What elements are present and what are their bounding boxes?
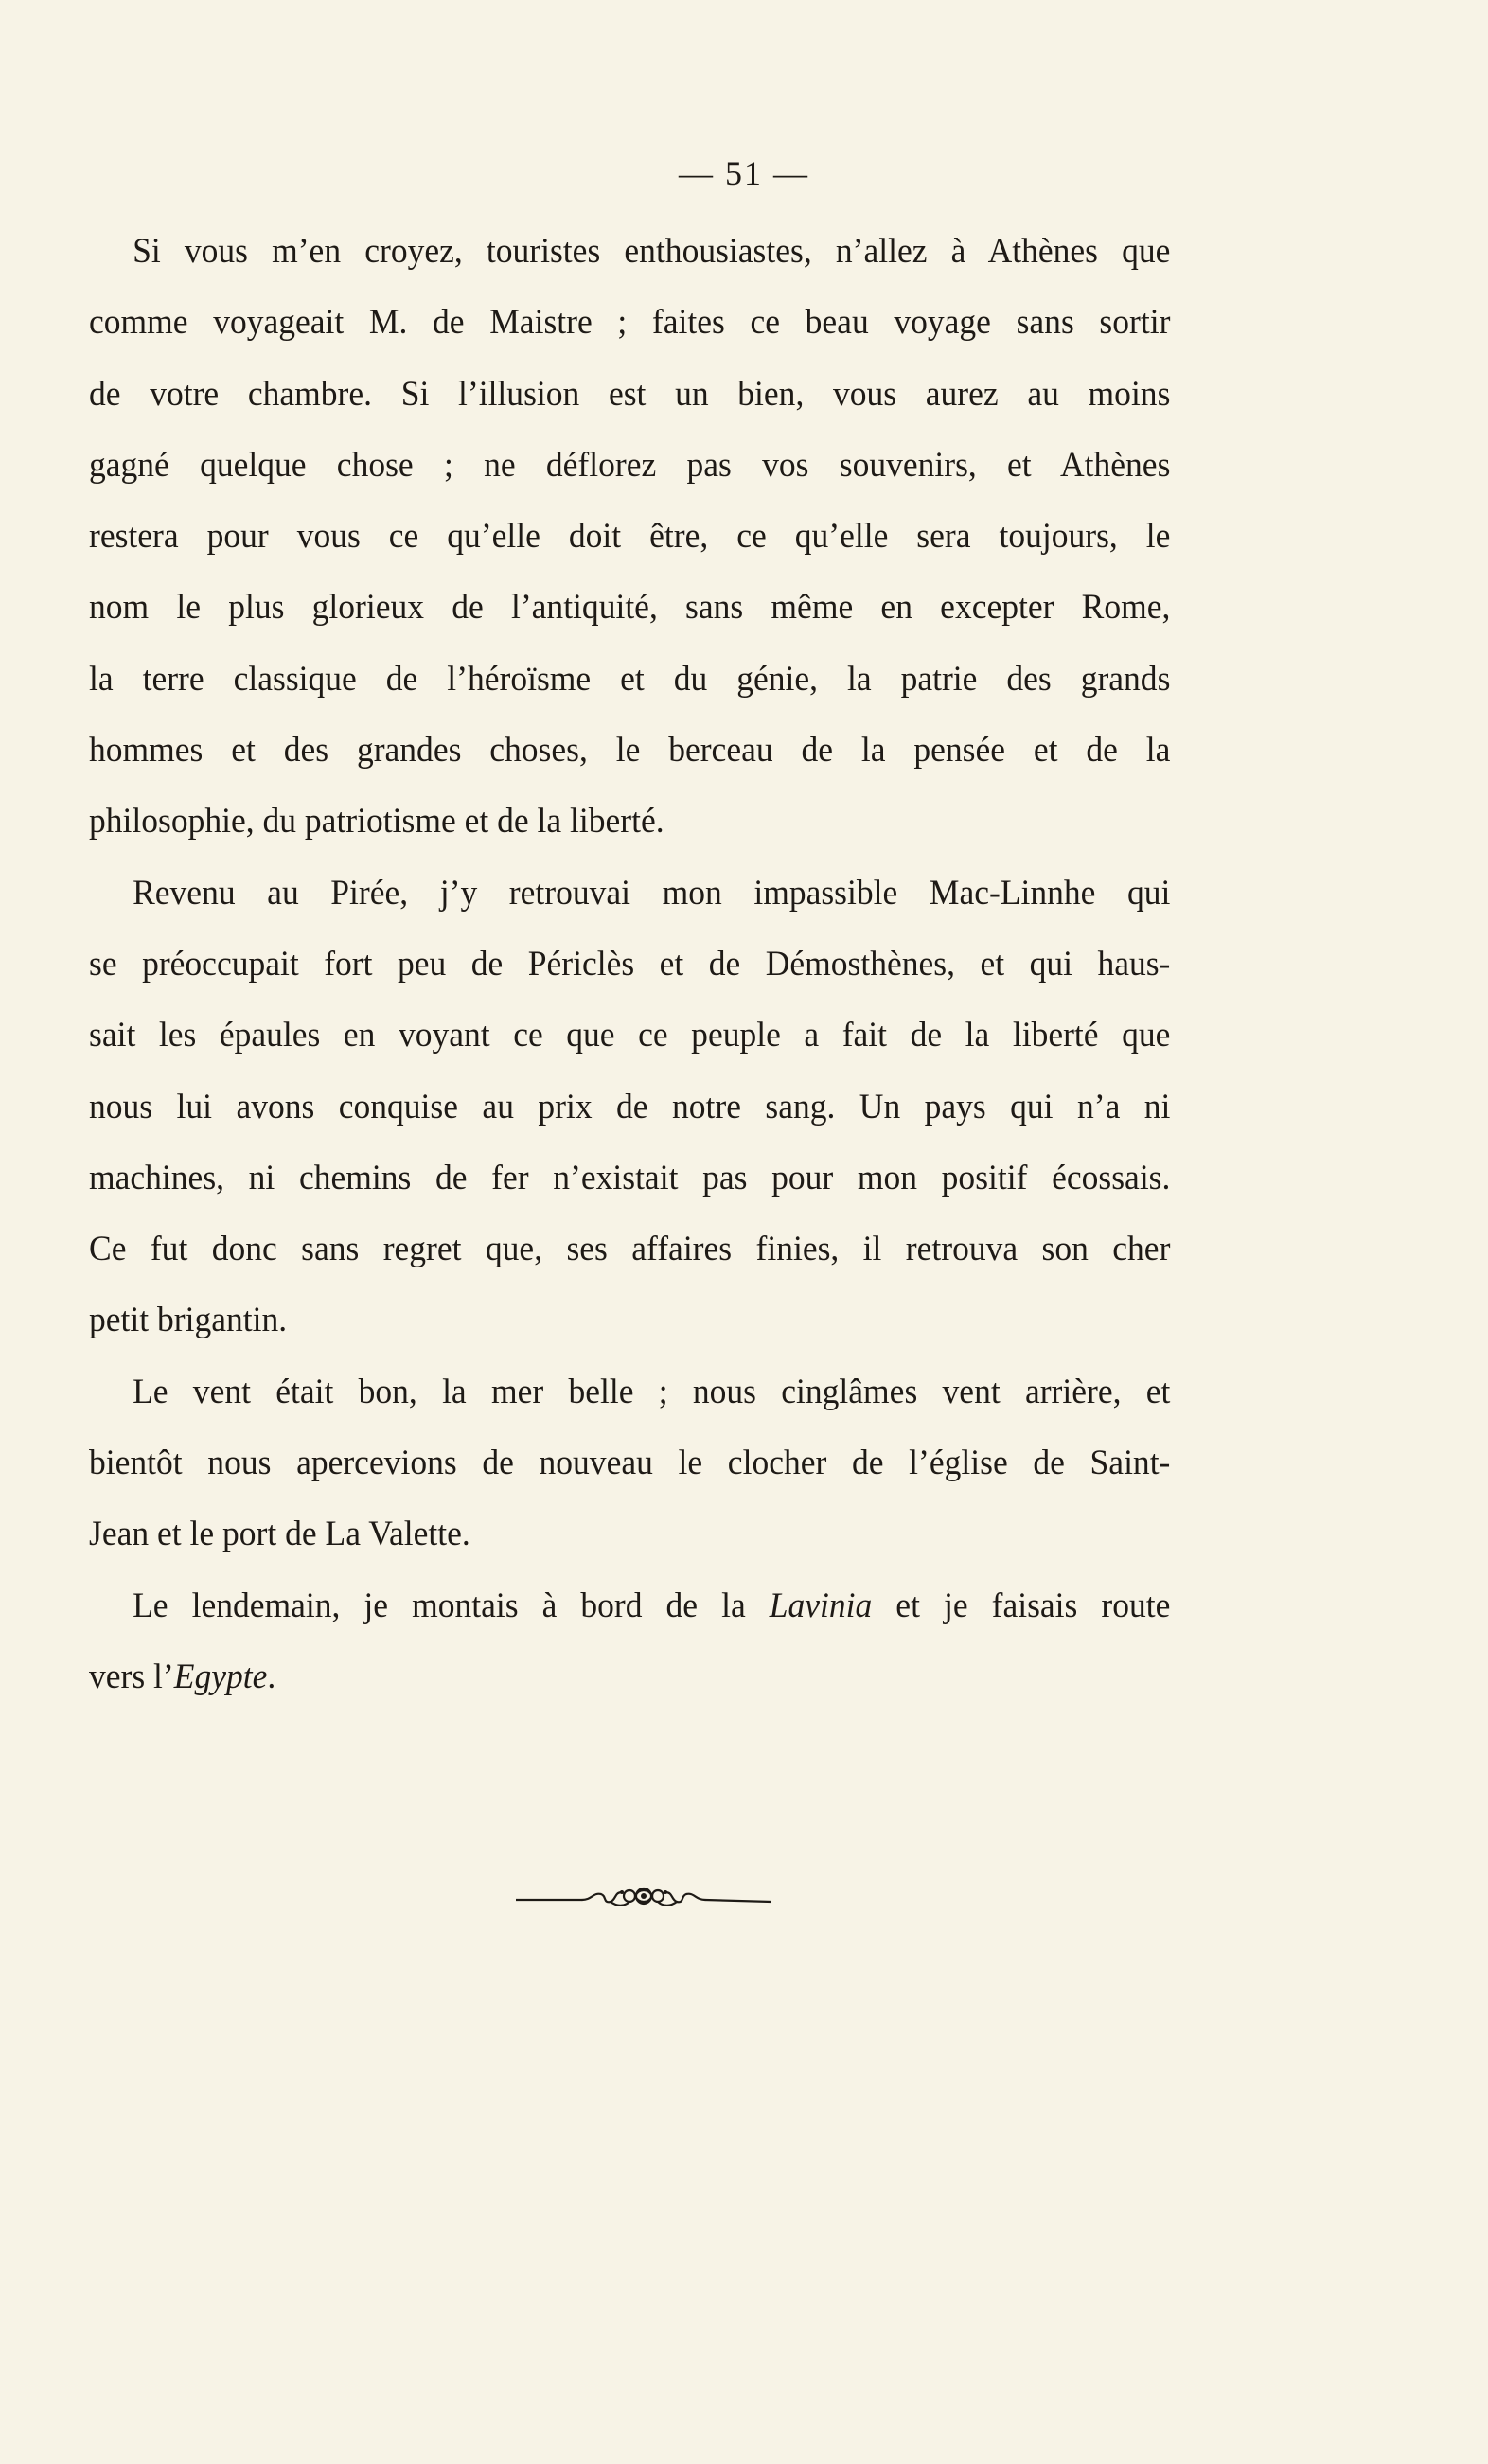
text-line: la terre classique de l’héroïsme et du génie, la patrie des grands [89,659,1171,699]
text-line: bientôt nous apercevions de nouveau le clocher de l’église de Saint- [89,1444,1171,1483]
text-line: de votre chambre. Si l’illusion est un bien, vous aurez au moins [89,374,1171,414]
text-line: sait les épaules en voyant ce que ce peuple a fait de la liberté que [89,1016,1171,1055]
text-line: petit brigantin. [89,1301,288,1340]
paragraph-lavinia [89,1570,1170,1713]
text-line: Si vous m’en croyez, touristes enthousiastes, n’allez à Athènes que [133,232,1171,271]
text-segment: et je faisais route [872,1586,1171,1625]
text-line: gagné quelque chose ; ne déflorez pas vos souvenirs, et Athènes [89,445,1171,485]
text-line: hommes et des grandes choses, le berceau de la pensée et de la [89,731,1171,771]
text-line: machines, ni chemins de fer n’existait pas pour mon positif écossais. [89,1158,1171,1197]
text-line: se préoccupait fort peu de Périclès et de Démosthènes, et qui haus- [89,944,1171,984]
page-number: — 51 — [679,154,809,192]
text-line: restera pour vous ce qu’elle doit être, ce qu’elle sera toujours, le [89,517,1171,557]
tailpiece-ornament-icon [516,1879,771,1917]
paragraph-athens [89,216,1170,858]
text-segment: . [267,1657,276,1696]
text-segment: vers l’ [89,1657,174,1696]
destination-name: Egypte [173,1657,268,1696]
text-line: nous lui avons conquise au prix de notre sang. Un pays qui n’a ni [89,1087,1171,1126]
text-line: Le vent était bon, la mer belle ; nous cinglâmes vent arrière, et [133,1372,1171,1411]
body-text [89,216,1170,1712]
text-line [89,1641,1170,1712]
text-line: Ce fut donc sans regret que, ses affaires finies, il retrouva son cher [89,1230,1171,1269]
text-line: Jean et le port de La Valette. [89,1515,470,1554]
text-line: philosophie, du patriotisme et de la liberté. [89,802,664,842]
text-line: nom le plus glorieux de l’antiquité, sans même en excepter Rome, [89,588,1171,628]
text-segment: Le lendemain, je montais à bord de la [133,1586,770,1625]
ship-name: Lavinia [769,1586,873,1625]
text-line: comme voyageait M. de Maistre ; faites ce beau voyage sans sortir [89,303,1171,343]
paragraph-valletta [89,1356,1170,1570]
text-line [89,1570,1170,1641]
text-line: Revenu au Pirée, j’y retrouvai mon impassible Mac-Linnhe qui [133,873,1171,913]
paragraph-piraeus [89,858,1170,1356]
